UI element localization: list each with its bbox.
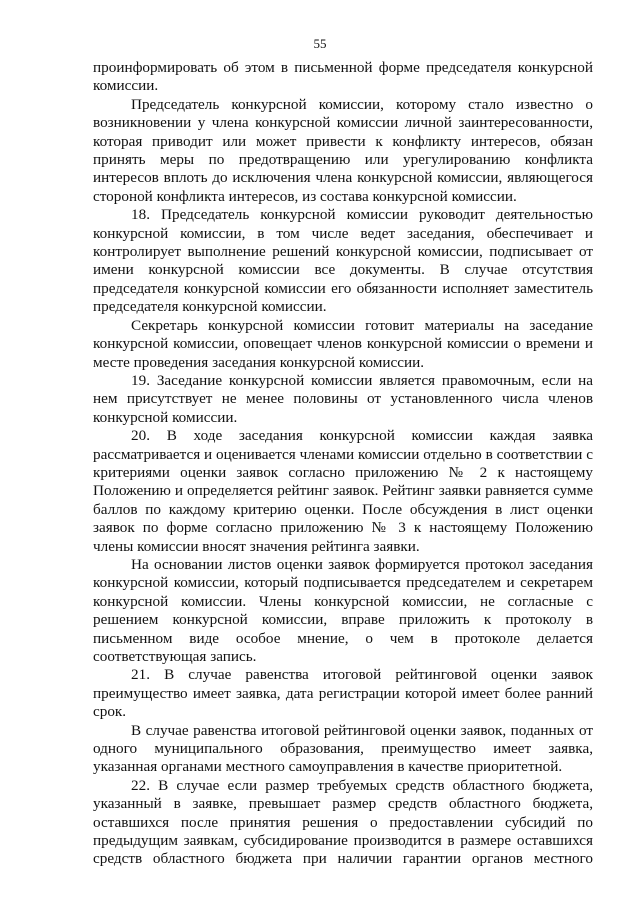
paragraph-priority: В случае равенства итоговой рейтинговой оценки заявок, поданных от одного муниципального образования, преимущество имеет заявка, указанная органами местного самоуправления в качестве приоритетной. [93,721,593,776]
paragraph-chair-conflict: Председатель конкурсной комиссии, которому стало известно о возникновении у члена конкурсной комиссии личной заинтересованности, которая приводит или может привести к конфликту интересов, обязан принять меры по предотвращению или урегулированию конфликта интересов вплоть до исключения члена конкурсной комиссии, являющегося стороной конфликта интересов, из состава конкурсной комиссии. [93,95,593,205]
paragraph-secretary: Секретарь конкурсной комиссии готовит материалы на заседание конкурсной комиссии, оповещает членов конкурсной комиссии о времени и месте проведения заседания конкурсной комиссии. [93,316,593,371]
paragraph-item-22: 22. В случае если размер требуемых средств областного бюджета, указанный в заявке, превышает размер средств областного бюджета, оставшихся после принятия решения о предоставлении субсидий по предыдущим заявкам, субсидирование производится в размере оставшихся средств областного бюджета при наличии гарантии органов местного [93,776,593,868]
paragraph-continuation: проинформировать об этом в письменной форме председателя конкурсной комиссии. [93,59,593,95]
page-number: 55 [313,36,327,51]
paragraph-protocol: На основании листов оценки заявок формируется протокол заседания конкурсной комиссии, который подписывается председателем и секретарем конкурсной комиссии. Члены конкурсной комиссии, не согласные с решением конкурсной комиссии, вправе приложить к протоколу в письменном виде особое мнение, о чем в протоколе делается соответствующая запись. [93,555,593,665]
document-body [93,59,593,869]
paragraph-item-21: 21. В случае равенства итоговой рейтинговой оценки заявок преимущество имеет заявка, дата регистрации которой имеет более ранний срок. [93,666,593,721]
paragraph-item-20: 20. В ходе заседания конкурсной комиссии каждая заявка рассматривается и оценивается членами комиссии отдельно в соответствии с критериями оценки заявок согласно приложению № 2 к настоящему Положению и определяется рейтинг заявок. Рейтинг заявки равняется сумме баллов по каждому критерию оценки. После обсуждения в лист оценки заявок по форме согласно приложению № 3 к настоящему Положению члены комиссии вносят значения рейтинга заявки. [93,427,593,555]
paragraph-item-18: 18. Председатель конкурсной комиссии руководит деятельностью конкурсной комиссии, в том числе ведет заседания, обеспечивает и контролирует выполнение решений конкурсной комиссии, подписывает от имени конкурсной комиссии все документы. В случае отсутствия председателя конкурсной комиссии его обязанности исполняет заместитель председателя конкурсной комиссии. [93,206,593,316]
paragraph-item-19: 19. Заседание конкурсной комиссии является правомочным, если на нем присутствует не менее половины от установленного числа членов конкурсной комиссии. [93,371,593,426]
